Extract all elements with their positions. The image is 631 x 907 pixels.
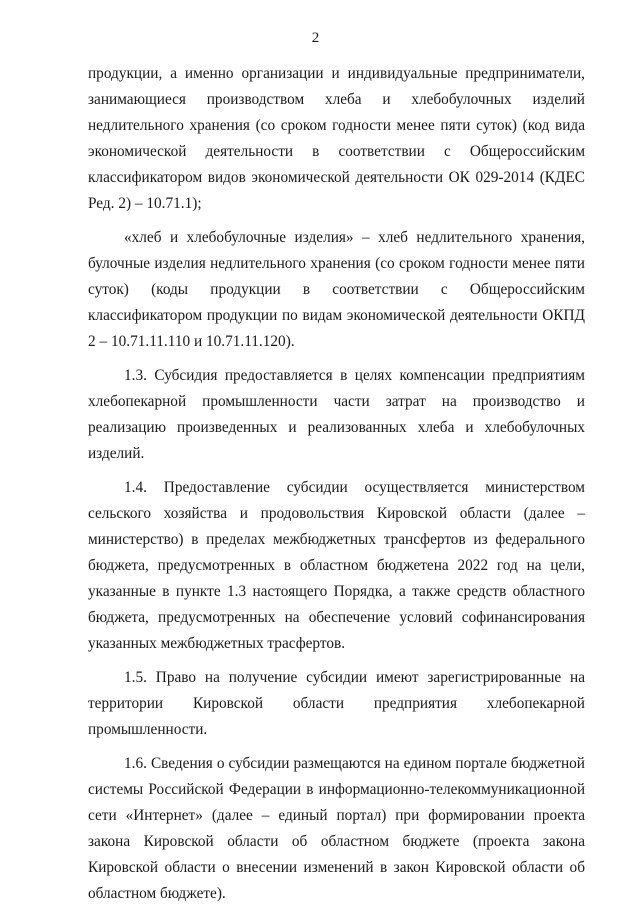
paragraph-definition: «хлеб и хлебобулочные изделия» – хлеб недлительного хранения, булочные изделия недлительного хранения (со сроком годности менее пяти суток) (коды продукции в соответствии с Общероссийским классификатором продукции по видам экономической деятельности ОКПД 2 – 10.71.11.110 и 10.71.11.120).	[88, 229, 585, 350]
paragraph-1-3: 1.3. Субсидия предоставляется в целях компенсации предприятиям хлебопекарной промышленности части затрат на производство и реализацию произведенных и реализованных хлеба и хлебобулочных изделий.	[88, 367, 585, 462]
paragraph-continuation: продукции, а именно организации и индивидуальные предприниматели, занимающиеся производством хлеба и хлебобулочных изделий недлительного хранения (со сроком годности менее пяти суток) (код вида экономической деятельности в соответствии с Общероссийским классификатором видов экономической деятельности ОК 029-2014 (КДЕС Ред. 2) – 10.71.1);	[88, 65, 585, 212]
paragraph-1-4: 1.4. Предоставление субсидии осуществляется министерством сельского хозяйства и продовольствия Кировской области (далее – министерство) в пределах межбюджетных трансфертов из федерального бюджета, предусмотренных в областном бюджетена 2022 год на цели, указанные в пункте 1.3 настоящего Порядка, а также средств областного бюджета, предусмотренных на обеспечение условий софинансирования указанных межбюджетных трасфертов.	[88, 479, 585, 652]
paragraph-1-6: 1.6. Сведения о субсидии размещаются на едином портале бюджетной системы Российской Федерации в информационно-телекоммуникационной сети «Интернет» (далее – единый портал) при формировании проекта закона Кировской области об областном бюджете (проекта закона Кировской области о внесении изменений в закон Кировской области об областном бюджете).	[88, 755, 585, 902]
page-number: 2	[311, 30, 320, 46]
paragraph-1-5: 1.5. Право на получение субсидии имеют зарегистрированные на территории Кировской области предприятия хлебопекарной промышленности.	[88, 669, 585, 738]
document-body	[88, 61, 585, 907]
